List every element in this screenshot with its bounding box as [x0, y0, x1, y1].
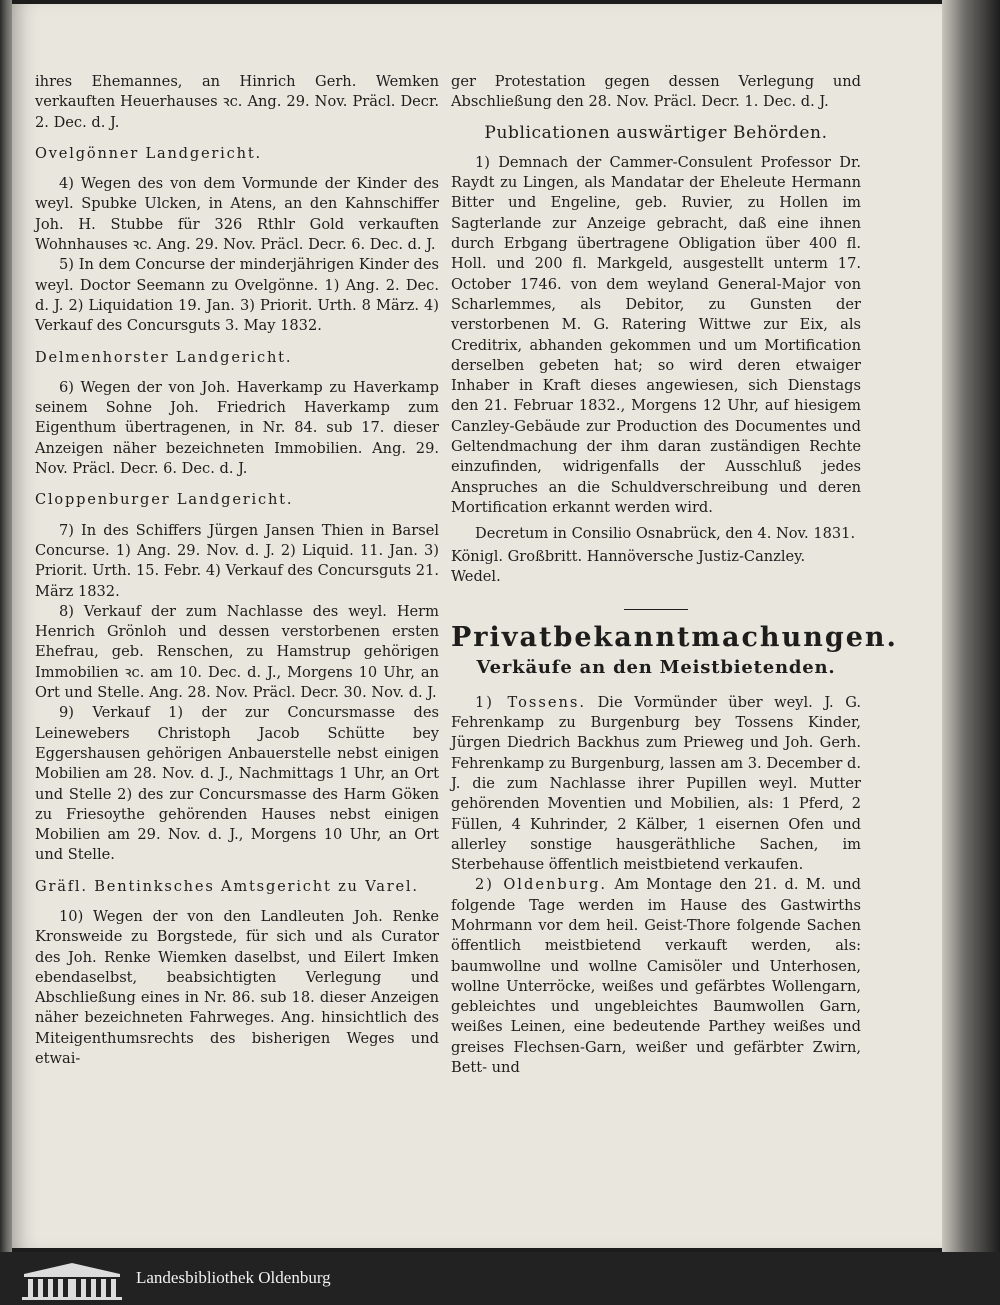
notice-8: 8) Verkauf der zum Nachlasse des weyl. Herm Henrich Grönloh und dessen verstorbenen ersten Ehefrau, geb. Renschen, zu Hamstrup gehörigen Immobilien ꝛc. am 10. Dec. d. J., Morgens 10 Uhr, an Ort und Stelle. Ang. 28. Nov. Präcl. Decr. 30. Nov. d. J.: [35, 602, 439, 702]
footer-library-name: Landesbibliothek Oldenburg: [136, 1268, 331, 1287]
notice-5: 5) In dem Concurse der minderjährigen Kinder des weyl. Doctor Seemann zu Ovelgönne. 1) Ang. 2. Dec. d. J. 2) Liquidation 19. Jan. 3) Priorit. Urth. 8 März. 4) Verkauf des Concursguts 3. May 1832.: [35, 256, 439, 335]
left-column: [35, 72, 439, 1069]
notice-9: 9) Verkauf 1) der zur Concursmasse des Leinewebers Christoph Jacob Schütte bey Eggershausen gehörigen Anbauerstelle nebst einigen Mobilien am 28. Nov. d. J., Nachmittags 1 Uhr, an Ort und Stelle 2) des zur Concursmasse des Harm Göken zu Friesoythe gehörenden Hauses nebst einigen Mobilien am 29. Nov. d. J., Morgens 10 Uhr, an Ort und Stelle.: [35, 704, 439, 864]
left-block-continuation: ihres Ehemannes, an Hinrich Gerh. Wemken verkauften Heuerhauses ꝛc. Ang. 29. Nov. Präcl. Decr. 2. Dec. d. J.: [35, 73, 439, 131]
notice-6: 6) Wegen der von Joh. Haverkamp zu Haverkamp seinem Sohne Joh. Friedrich Haverkamp zum Eigenthum übertragenen, in Nr. 84. sub 17. dieser Anzeigen näher bezeichneten Immobilien. Ang. 29. Nov. Präcl. Decr. 6. Dec. d. J.: [35, 378, 439, 478]
notice-7: 7) In des Schiffers Jürgen Jansen Thien in Barsel Concurse. 1) Ang. 29. Nov. d. J. 2) Liquid. 11. Jan. 3) Priorit. Urth. 15. Febr. 4) Verkauf des Concursguts 21. März 1832.: [35, 521, 439, 600]
document-page: [12, 4, 942, 1248]
signature-name: Wedel.: [451, 567, 501, 585]
sale-notice-1: [451, 693, 861, 876]
sub-heading-auction-sales: Verkäufe an den Meistbietenden.: [476, 657, 836, 679]
sale-place-2: 2) Oldenburg.: [475, 876, 608, 894]
book-spine-shadow: [0, 0, 12, 1252]
decretum-line: Decretum in Consilio Osnabrück, den 4. Nov. 1831.: [475, 525, 856, 543]
notice-4: 4) Wegen des von dem Vormunde der Kinder des weyl. Spubke Ulcken, in Atens, an den Kahnschiffer Joh. H. Stubbe für 326 Rthlr Gold verkauften Wohnhauses ꝛc. Ang. 29. Nov. Präcl. Decr. 6. Dec. d. J.: [35, 175, 439, 254]
footer-bar: [0, 1252, 1000, 1305]
right-column: [451, 72, 898, 1078]
sale-text-2: Am Montage den 21. d. M. und folgende Tage werden im Hause des Gastwirths Mohrmann vor dem heil. Geist-Thore folgende Sachen öffentlich meistbietend verkauft werden, als: baumwollne und wollne Camisöler und Unterhosen, wollne Unterröcke, weißes und gefärbtes Wollengarn, gebleichtes und ungebleichtes Baumwollen Garn, weißes Leinen, eine bedeutende Parthey weißes und greises Flechsen-Garn, weißer und gefärbter Zwirn, Bett- und: [451, 876, 861, 1077]
signature-office: Königl. Großbritt. Hannöversche Justiz-Canzley.: [451, 547, 806, 565]
right-block-continuation: ger Protestation gegen dessen Verlegung und Abschließung den 28. Nov. Präcl. Decr. 1. Dec. d. J.: [451, 73, 861, 111]
court-heading-delmenhorst: Delmenhorster Landgericht.: [35, 348, 293, 366]
notice-10: 10) Wegen der von den Landleuten Joh. Renke Kronsweide zu Borgstede, für sich und als Curator des Joh. Renke Wiemken daselbst, und Eilert Imken ebendaselbst, beabsichtigten Verlegung und Abschließung eines in Nr. 86. sub 18. dieser Anzeigen näher bezeichneten Fahrweges. Ang. hinsichtlich des Miteigenthumsrechts des bisherigen Weges und etwai-: [35, 907, 439, 1068]
court-heading-cloppenburg: Cloppenburger Landgericht.: [35, 491, 294, 509]
court-heading-ovelgoenne: Ovelgönner Landgericht.: [35, 144, 262, 162]
publication-notice-1: 1) Demnach der Cammer-Consulent Professor Dr. Raydt zu Lingen, als Mandatar der Eheleute Hermann Bitter und Engeline, geb. Ruvier, zu Hollen im Sagterlande zur Anzeige gebracht, daß eine ihnen durch Erbgang übertragene Obligation über 400 fl. Holl. und 200 fl. Markgeld, ausgestellt unterm 17. October 1746. von dem weyland General-Major von Scharlemmes, als Debitor, zu Gunsten der verstorbenen M. G. Ratering Wittwe zur Eix, als Creditrix, abhanden gekommen und um Mortification derselben gebeten hat; so wird deren etwaiger Inhaber in Kraft dieses angewiesen, sich Dienstags den 21. Februar 1832., Morgens 12 Uhr, auf hiesigem Canzley-Gebäude zur Production des Documentes und Geltendmachung der ihm daran zuständigen Rechte einzufinden, widrigenfalls der Ausschluß jedes Anspruches an die Schuldverschreibung und deren Mortification erkannt werden wird.: [451, 153, 861, 516]
court-heading-varel: Gräfl. Bentinksches Amtsgericht zu Varel.: [35, 877, 419, 895]
page-edge-shadow: [942, 0, 1000, 1252]
sale-place-1: 1) Tossens.: [475, 693, 587, 711]
section-divider: [624, 609, 688, 610]
main-heading-private-notices: Privatbekanntmachungen.: [451, 622, 898, 654]
section-title-publications: Publicationen auswärtiger Behörden.: [484, 122, 828, 143]
sale-notice-2: [451, 875, 861, 1078]
library-building-logo-icon: [20, 1260, 124, 1300]
sale-text-1: Die Vormünder über weyl. J. G. Fehrenkamp zu Burgenburg bey Tossens Kinder, Jürgen Diedrich Backhus zum Prieweg und Joh. Gerh. Fehrenkamp zu Burgenburg, lassen am 3. December d. J. die zum Nachlasse ihrer Pupillen weyl. Mutter gehörenden Moventien und Mobilien, als: 1 Pferd, 2 Füllen, 4 Kuhrinder, 2 Kälber, 1 eisernen Ofen und allerley sonstige hausgeräthliche Sachen, im Sterbehause öffentlich meistbietend verkaufen.: [451, 693, 861, 874]
